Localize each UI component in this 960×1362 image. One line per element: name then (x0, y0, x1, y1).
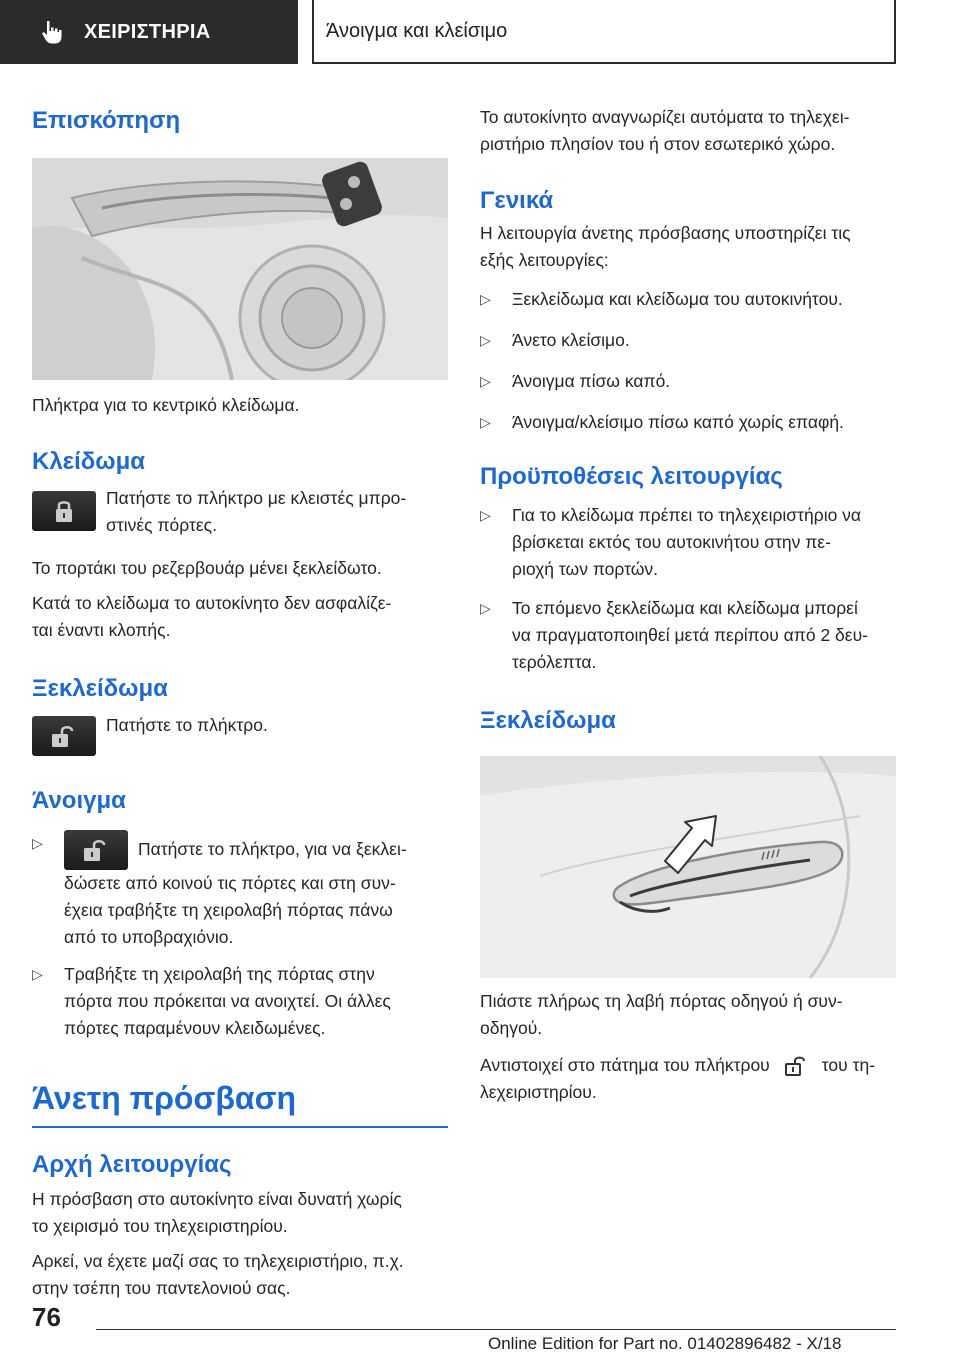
lock-instruction (32, 488, 448, 539)
general-item-2-text: Άνετο κλείσιμο. (512, 330, 630, 350)
edition-text: Online Edition for Part no. 01402896482 - X/18 (488, 1334, 842, 1353)
padlock-closed-icon (50, 497, 78, 525)
general-item-1 (480, 286, 896, 313)
manual-tab (0, 0, 298, 64)
requirement-1-line2: βρίσκεται εκτός του αυτοκινήτου στην πε- (512, 532, 831, 552)
open-bullet-2-line2: πόρτα που πρόκειται να ανοιχτεί. Οι άλλες (64, 991, 391, 1011)
requirement-2 (480, 595, 896, 676)
principle-p2-line2: στην τσέπη του παντελονιού σας. (32, 1278, 291, 1298)
intro-line2: ριστήριο πλησίον του ή στον εσωτερικό χώρο. (480, 134, 836, 154)
lock-key-image (32, 491, 96, 531)
chapter-title: Άνοιγμα και κλείσιμο (326, 19, 508, 42)
door-panel-illustration (32, 158, 448, 380)
unlock-p2-text-b: του τη- (821, 1055, 876, 1075)
unlock-p1-line1: Πιάστε πλήρως τη λαβή πόρτας οδηγού ή συν- (480, 991, 843, 1011)
overview-title: Επισκόπηση (32, 107, 181, 134)
lock-paragraph-2-line2: ται έναντι κλοπής. (32, 620, 171, 640)
principle-p1-line2: το χειρισμό του τηλεχειριστηρίου. (32, 1216, 288, 1236)
requirement-1-line3: ριοχή των πορτών. (512, 559, 659, 579)
padlock-open-icon (50, 722, 78, 750)
triangle-bullet-icon: ▷ (32, 835, 43, 851)
requirement-1 (480, 502, 896, 583)
general-item-3 (480, 368, 896, 395)
triangle-bullet-icon: ▷ (480, 414, 491, 430)
unlock-p2-line2: λεχειριστηρίου. (480, 1082, 597, 1102)
door-handle-illustration (480, 756, 896, 978)
open-bullet-1 (32, 830, 448, 951)
open-bullet-1-line2: δώσετε από κοινού τις πόρτες και στη συν- (64, 873, 396, 893)
open-bullet-1-line3: έχεια τραβήξτε τη χειρολαβή πόρτας πάνω (64, 900, 393, 920)
manual-label: ΧΕΙΡΙΣΤΗΡΙΑ (84, 20, 211, 43)
general-title: Γενικά (480, 187, 554, 214)
triangle-bullet-icon: ▷ (480, 291, 491, 307)
unlock-title: Ξεκλείδωμα (32, 675, 168, 702)
triangle-bullet-icon: ▷ (480, 600, 491, 616)
lock-paragraph-1: Το πορτάκι του ρεζερβουάρ μένει ξεκλείδωτο. (32, 558, 382, 578)
triangle-bullet-icon: ▷ (32, 966, 43, 982)
general-p-line1: Η λειτουργία άνετης πρόσβασης υποστηρίζει τις (480, 223, 851, 243)
comfort-access-heading (32, 1078, 448, 1128)
footer-divider (96, 1329, 896, 1330)
overview-caption: Πλήκτρα για το κεντρικό κλείδωμα. (32, 395, 300, 415)
requirement-2-line3: τερόλεπτα. (512, 652, 597, 672)
page-number: 76 (32, 1302, 61, 1332)
triangle-bullet-icon: ▷ (480, 507, 491, 523)
open-bullet-2-line3: πόρτες παραμένουν κλειδωμένες. (64, 1018, 326, 1038)
open-bullet-2 (32, 961, 448, 1042)
open-bullet-1-line1: Πατήστε το πλήκτρο, για να ξεκλει- (138, 839, 407, 859)
unlock-instruction (32, 716, 448, 756)
right-column (480, 96, 896, 1106)
open-bullet-2-line1: Τραβήξτε τη χειρολαβή της πόρτας στην (64, 964, 375, 984)
lock-text-line1: Πατήστε το πλήκτρο με κλειστές μπρο- (106, 488, 407, 508)
unlock-comfort-title: Ξεκλείδωμα (480, 707, 616, 734)
open-bullet-1-line4: από το υποβραχιόνιο. (64, 927, 234, 947)
general-item-1-text: Ξεκλείδωμα και κλείδωμα του αυτοκινήτου. (512, 289, 843, 309)
hand-pointer-icon (38, 18, 66, 46)
requirement-2-line2: να πραγματοποιηθεί μετά περίπου από 2 δευ- (512, 625, 868, 645)
unlock-text: Πατήστε το πλήκτρο. (106, 715, 268, 735)
general-item-3-text: Άνοιγμα πίσω καπό. (512, 371, 671, 391)
requirements-title: Προϋποθέσεις λειτουργίας (480, 463, 783, 490)
triangle-bullet-icon: ▷ (480, 373, 491, 389)
principle-p2-line1: Αρκεί, να έχετε μαζί σας το τηλεχειριστήριο, π.χ. (32, 1251, 404, 1271)
general-item-4-text: Άνοιγμα/κλείσιμο πίσω καπό χωρίς επαφή. (512, 412, 844, 432)
general-p-line2: εξής λειτουργίες: (480, 250, 609, 270)
padlock-open-icon (780, 1054, 812, 1078)
page-header (0, 0, 960, 66)
lock-paragraph-2-line1: Κατά το κλείδωμα το αυτοκίνητο δεν ασφαλίζε- (32, 593, 392, 613)
triangle-bullet-icon: ▷ (480, 332, 491, 348)
comfort-title: Άνετη πρόσβαση (32, 1080, 296, 1116)
intro-line1: Το αυτοκίνητο αναγνωρίζει αυτόματα το τηλεχει- (480, 107, 850, 127)
chapter-tab (312, 0, 896, 64)
door-panel-photo (32, 158, 448, 380)
left-column (32, 96, 448, 1302)
unlock-p2-text-a: Αντιστοιχεί στο πάτημα του πλήκτρου (480, 1055, 770, 1075)
unlock-p2-line1 (480, 1052, 896, 1079)
lock-text-line2: στινές πόρτες. (106, 515, 217, 535)
unlock-key-image-inline (64, 830, 128, 870)
open-title: Άνοιγμα (32, 787, 126, 814)
unlock-p1-line2: οδηγού. (480, 1018, 543, 1038)
principle-p1-line1: Η πρόσβαση στο αυτοκίνητο είναι δυνατή χωρίς (32, 1189, 402, 1209)
general-item-2 (480, 327, 896, 354)
lock-title: Κλείδωμα (32, 448, 146, 475)
general-item-4 (480, 409, 896, 436)
principle-title: Αρχή λειτουργίας (32, 1151, 232, 1178)
unlock-key-image (32, 716, 96, 756)
door-handle-photo (480, 756, 896, 978)
requirement-1-line1: Για το κλείδωμα πρέπει το τηλεχειριστήριο να (512, 505, 862, 525)
requirement-2-line1: Το επόμενο ξεκλείδωμα και κλείδωμα μπορεί (512, 598, 858, 618)
padlock-open-icon (82, 836, 110, 864)
